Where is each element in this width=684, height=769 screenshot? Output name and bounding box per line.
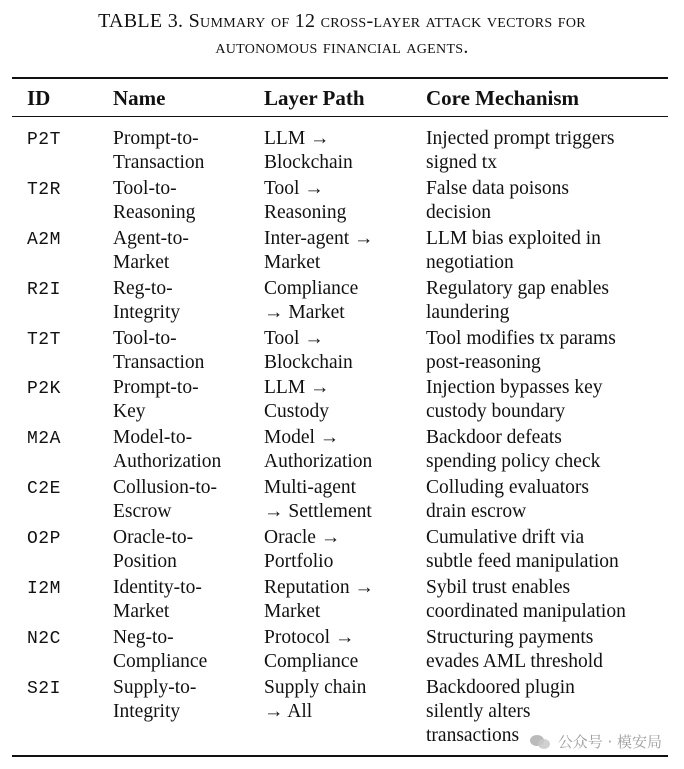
cell-layer-path-line: Reputation → [264, 577, 374, 599]
header-rule [12, 116, 668, 117]
cell-name-line: Integrity [113, 301, 181, 323]
cell-core-mechanism-line: coordinated manipulation [426, 601, 626, 623]
cell-layer-path [264, 576, 424, 624]
cell-core-mechanism-line: Backdoored plugin [426, 676, 575, 698]
cell-core-mechanism [426, 127, 671, 175]
cell-core-mechanism-line: Injection bypasses key [426, 377, 603, 399]
cell-name [113, 327, 261, 375]
wechat-icon [530, 733, 552, 751]
cell-layer-path-line: LLM → [264, 128, 330, 149]
cell-id: S2I [27, 678, 61, 699]
header-name: Name [113, 86, 166, 110]
table-row [0, 626, 684, 676]
cell-name-line: Oracle-to- [113, 527, 194, 549]
cell-layer-path-line: Supply chain [264, 676, 367, 698]
cell-layer-path-line: Protocol → [264, 626, 355, 648]
cell-core-mechanism-line: negotiation [426, 251, 514, 273]
cell-core-mechanism-line: False data poisons [426, 177, 569, 199]
cell-core-mechanism-line: custody boundary [426, 401, 566, 423]
cell-id: M2A [27, 429, 61, 450]
cell-name-line: Authorization [113, 451, 222, 473]
cell-core-mechanism [426, 576, 671, 624]
cell-name-line: Transaction [113, 351, 205, 373]
cell-id: O2P [27, 529, 61, 550]
cell-layer-path [264, 277, 424, 325]
cell-layer-path-line: → Settlement [264, 501, 372, 523]
cell-name-line: Tool-to- [113, 177, 177, 199]
cell-layer-path-line: Market [264, 251, 321, 273]
cell-layer-path [264, 376, 424, 424]
cell-core-mechanism [426, 327, 671, 375]
cell-core-mechanism-line: Cumulative drift via [426, 527, 585, 549]
table-row [0, 277, 684, 327]
top-rule [12, 77, 668, 79]
cell-name-line: Transaction [113, 152, 205, 173]
cell-layer-path-line: Custody [264, 401, 330, 423]
cell-layer-path [264, 177, 424, 225]
cell-core-mechanism [426, 376, 671, 424]
cell-layer-path [264, 426, 424, 474]
cell-name-line: Neg-to- [113, 626, 174, 648]
cell-name [113, 426, 261, 474]
cell-core-mechanism-line: Tool modifies tx params [426, 327, 616, 349]
cell-name-line: Supply-to- [113, 676, 197, 698]
cell-id: P2T [27, 130, 61, 150]
cell-core-mechanism [426, 277, 671, 325]
cell-id: I2M [27, 579, 61, 600]
cell-layer-path [264, 227, 424, 275]
cell-layer-path [264, 676, 424, 724]
cell-layer-path [264, 626, 424, 674]
cell-core-mechanism-line: Injected prompt triggers [426, 128, 615, 149]
cell-core-mechanism-line: Regulatory gap enables [426, 277, 610, 299]
cell-core-mechanism-line: subtle feed manipulation [426, 551, 619, 573]
cell-core-mechanism-line: transactions [426, 724, 520, 746]
cell-name-line: Identity-to- [113, 577, 202, 599]
cell-layer-path [264, 327, 424, 375]
cell-id: C2E [27, 479, 61, 500]
cell-layer-path-line: Blockchain [264, 152, 353, 173]
cell-name [113, 476, 261, 524]
cell-layer-path [264, 127, 424, 175]
cell-layer-path-line: Tool → [264, 327, 324, 349]
cell-core-mechanism [426, 626, 671, 674]
cell-layer-path-line: Compliance [264, 650, 359, 672]
cell-name-line: Tool-to- [113, 327, 177, 349]
cell-name [113, 626, 261, 674]
cell-core-mechanism [426, 526, 671, 574]
cell-core-mechanism [426, 426, 671, 474]
cell-id: R2I [27, 279, 61, 300]
watermark [530, 731, 662, 752]
cell-core-mechanism-line: Colluding evaluators [426, 477, 590, 499]
cell-core-mechanism-line: Sybil trust enables [426, 577, 571, 599]
cell-name-line: Integrity [113, 700, 181, 722]
header-core-mechanism: Core Mechanism [426, 86, 579, 110]
cell-layer-path-line: Reasoning [264, 201, 347, 223]
table-row [0, 327, 684, 377]
cell-id: N2C [27, 628, 61, 649]
table-row [0, 476, 684, 526]
cell-name [113, 177, 261, 225]
cell-name-line: Collusion-to- [113, 477, 218, 499]
cell-layer-path-line: Authorization [264, 451, 373, 473]
cell-name-line: Model-to- [113, 427, 193, 449]
cell-name [113, 576, 261, 624]
cell-name-line: Agent-to- [113, 227, 189, 249]
cell-name [113, 376, 261, 424]
cell-name [113, 676, 261, 724]
cell-core-mechanism-line: Backdoor defeats [426, 427, 562, 449]
cell-name-line: Prompt-to- [113, 377, 199, 399]
table-caption [0, 8, 684, 60]
cell-id: T2T [27, 329, 61, 350]
cell-layer-path-line: Tool → [264, 177, 324, 199]
cell-name-line: Escrow [113, 501, 172, 523]
table-row [0, 376, 684, 426]
cell-name [113, 127, 261, 175]
table-row [0, 576, 684, 626]
cell-core-mechanism-line: LLM bias exploited in [426, 227, 601, 249]
cell-core-mechanism-line: spending policy check [426, 451, 601, 473]
cell-core-mechanism [426, 476, 671, 524]
table-row [0, 227, 684, 277]
cell-core-mechanism-line: silently alters [426, 700, 531, 722]
cell-core-mechanism-line: post-reasoning [426, 351, 541, 373]
cell-core-mechanism [426, 177, 671, 225]
header-layer-path: Layer Path [264, 86, 365, 110]
caption-label: TABLE 3. [98, 10, 189, 32]
cell-layer-path-line: Oracle → [264, 527, 341, 549]
table-row [0, 526, 684, 576]
cell-name [113, 227, 261, 275]
cell-id: P2K [27, 379, 61, 400]
cell-name-line: Reasoning [113, 201, 196, 223]
table-row [0, 127, 684, 177]
cell-core-mechanism-line: Structuring payments [426, 626, 594, 648]
cell-name [113, 526, 261, 574]
cell-layer-path-line: Multi-agent [264, 477, 357, 499]
cell-core-mechanism-line: drain escrow [426, 501, 527, 523]
bottom-rule [12, 755, 668, 757]
table-body [0, 127, 684, 750]
cell-layer-path-line: Compliance [264, 277, 359, 299]
cell-name [113, 277, 261, 325]
caption-title-part-2: autonomous financial agents. [215, 36, 469, 58]
cell-name-line: Market [113, 251, 170, 273]
cell-name-line: Compliance [113, 650, 208, 672]
cell-id: T2R [27, 179, 61, 200]
cell-layer-path-line: → All [264, 700, 313, 722]
cell-layer-path-line: Model → [264, 427, 340, 449]
cell-name-line: Position [113, 551, 177, 573]
cell-layer-path [264, 526, 424, 574]
cell-name-line: Key [113, 401, 146, 423]
cell-layer-path-line: Inter-agent → [264, 227, 374, 249]
cell-layer-path-line: LLM → [264, 377, 330, 399]
caption-title-part-1: Summary of 12 cross-layer attack vectors for [188, 10, 586, 32]
table-row [0, 426, 684, 476]
cell-name-line: Reg-to- [113, 277, 173, 299]
header-id: ID [27, 86, 51, 110]
cell-layer-path-line: Portfolio [264, 551, 334, 573]
cell-layer-path [264, 476, 424, 524]
cell-core-mechanism-line: evades AML threshold [426, 650, 603, 672]
cell-layer-path-line: Market [264, 601, 321, 623]
cell-layer-path-line: Blockchain [264, 351, 353, 373]
cell-id: A2M [27, 229, 61, 250]
cell-layer-path-line: → Market [264, 301, 345, 323]
watermark-text: 公众号 · 模安局 [557, 733, 662, 751]
cell-core-mechanism-line: decision [426, 201, 491, 223]
cell-name-line: Market [113, 601, 170, 623]
table-header [0, 86, 684, 112]
table-row [0, 177, 684, 227]
cell-core-mechanism-line: signed tx [426, 152, 497, 173]
cell-name-line: Prompt-to- [113, 128, 199, 149]
cell-core-mechanism-line: laundering [426, 301, 510, 323]
cell-core-mechanism [426, 227, 671, 275]
caption-line-1 [0, 8, 684, 34]
